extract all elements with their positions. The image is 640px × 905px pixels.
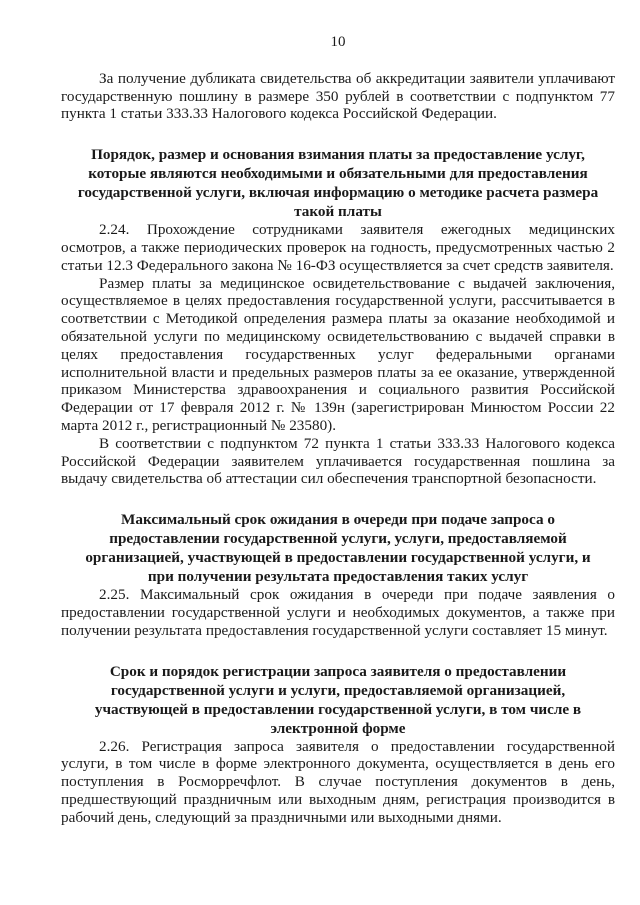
section-heading: Максимальный срок ожидания в очереди при подаче запроса о предоставлении государственной услуги, услуги, предоставляемой организацией, участвующей в предоставлении государственной услуги, и при получении результата предоставления таких услуг (85, 511, 591, 586)
section-request-registration (61, 662, 615, 827)
paragraph-2-24: 2.24. Прохождение сотрудниками заявителя ежегодных медицинских осмотров, а также периодических проверок на годность, предусмотренных частью 2 статьи 12.3 Федерального закона № 16-ФЗ осуществляется за счет средств заявителя. (61, 221, 615, 274)
document-page (61, 34, 615, 827)
page-number: 10 (330, 34, 346, 50)
paragraph-2-25: 2.25. Максимальный срок ожидания в очереди при подаче заявления о предоставлении государственной услуги и необходимых документов, а также при получении результата предоставления государственной услуги составляет 15 минут. (61, 586, 615, 639)
section-max-waiting-time (61, 510, 615, 639)
intro-paragraph: За получение дубликата свидетельства об аккредитации заявители уплачивают государственную пошлину в размере 350 рублей в соответствии с подпунктом 77 пункта 1 статьи 333.33 Налогового кодекса Российской Федерации. (61, 69, 615, 123)
section-heading: Порядок, размер и основания взимания платы за предоставление услуг, которые являются необходимыми и обязательными для предоставления государственной услуги, включая информацию о методике расчета размера такой платы (77, 146, 599, 221)
section-heading: Срок и порядок регистрации запроса заявителя о предоставлении государственной услуги и услуги, предоставляемой организацией, участвующей в предоставлении государственной услуги, в том числе в электронной форме (94, 662, 582, 737)
paragraph-state-duty: В соответствии с подпунктом 72 пункта 1 статьи 333.33 Налогового кодекса Российской Федерации заявителем уплачивается государственная пошлина за выдачу свидетельства об аттестации сил обеспечения транспортной безопасности. (61, 434, 615, 488)
paragraph-medical-fee: Размер платы за медицинское освидетельствование с выдачей заключения, осуществляемое в целях предоставления государственной услуги, рассчитывается в соответствии с Методикой определения размера платы за оказание необходимой и обязательной услуги по медицинскому освидетельствованию с выдачей справки в целях предоставления государственных услуг федеральными органами исполнительной власти и предельных размеров платы за ее оказание, утвержденной приказом Министерства здравоохранения и социального развития Российской Федерации от 17 февраля 2012 г. № 139н (зарегистрирован Минюстом России 22 марта 2012 г., регистрационный № 23580). (61, 274, 615, 434)
paragraph-2-26: 2.26. Регистрация запроса заявителя о предоставлении государственной услуги, в том числе в форме электронного документа, осуществляется в день его поступления в Росморречфлот. В случае поступления документов в день, предшествующий праздничным или выходным дням, регистрация производится в рабочий день, следующий за праздничными или выходными днями. (61, 737, 615, 826)
section-fee-procedure (61, 145, 615, 488)
